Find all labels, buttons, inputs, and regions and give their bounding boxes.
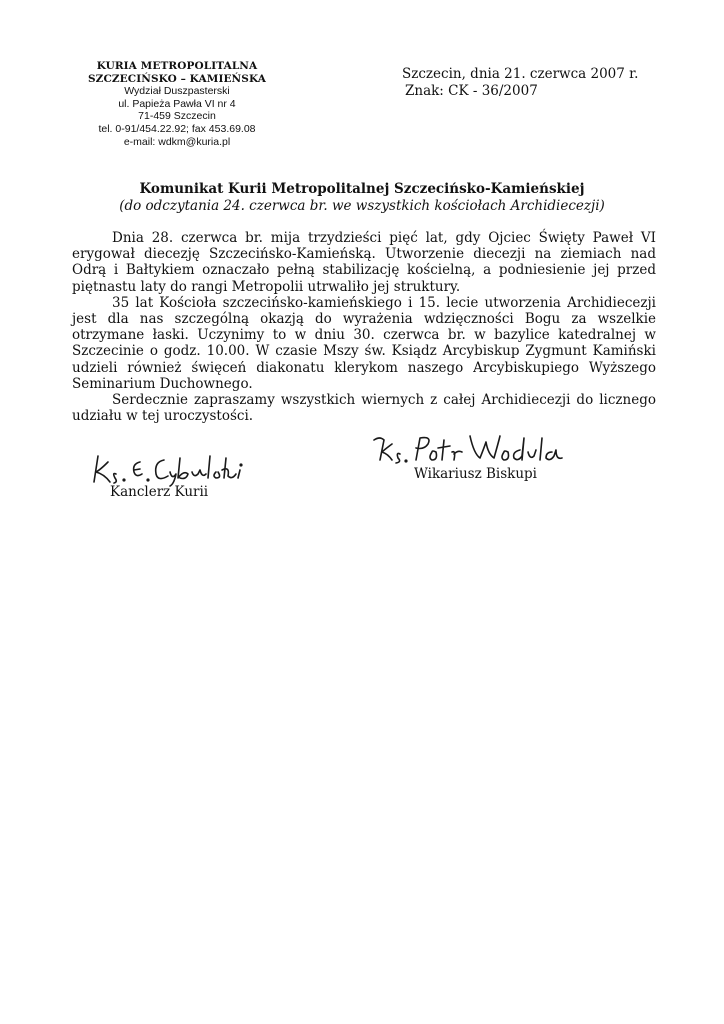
signature-block-chancellor — [88, 448, 248, 504]
document-heading — [72, 181, 652, 215]
email-address: e-mail: wdkm@kuria.pl — [123, 135, 231, 148]
paragraph: Dnia 28. czerwca br. mija trzydzieści pięć lat, gdy Ojciec Święty Paweł VI erygował diecezję Szczecińsko-Kamieńską. Utworzenie diecezji na ziemiach nad Odrą i Bałtykiem oznaczało pełną stabilizację kościelną, a podniesienie jej przed piętnastu laty do rangi Metropolii utrwaliło jej struktury. — [72, 230, 656, 295]
dateline — [402, 66, 638, 100]
letterhead — [72, 60, 282, 148]
signature-caption-chancellor: Kanclerz Kurii — [110, 484, 209, 500]
org-name-line2: SZCZECIŃSKO – KAMIEŃSKA — [88, 72, 266, 85]
org-name-line1: KURIA METROPOLITALNA — [96, 60, 258, 72]
reference-number: Znak: CK - 36/2007 — [405, 83, 538, 99]
phone-fax: tel. 0-91/454.22.92; fax 453.69.08 — [98, 122, 256, 135]
department-name: Wydział Duszpasterski — [124, 85, 230, 98]
place-date: Szczecin, dnia 21. czerwca 2007 r. — [402, 66, 639, 82]
paragraph: Serdecznie zapraszamy wszystkich wiernych z całej Archidiecezji do licznego udziału w tej uroczystości. — [72, 392, 656, 425]
handwritten-signature-chancellor — [88, 448, 248, 488]
handwritten-signature-vicar — [370, 430, 575, 466]
street-address: ul. Papieża Pawła VI nr 4 — [118, 97, 236, 110]
document-body — [72, 230, 656, 424]
paragraph: 35 lat Kościoła szczecińsko-kamieńskiego i 15. lecie utworzenia Archidiecezji jest dla nas szczególną okazją do wyrażenia wdzięczności Bogu za wszelkie otrzymane łaski. Uczynimy to w dniu 30. czerwca br. w bazylice katedralnej w Szczecinie o godz. 10.00. W czasie Mszy św. Ksiądz Arcybiskup Zygmunt Kamiński udzieli również święceń diakonatu klerykom naszego Arcybiskupiego Wyższego Seminarium Duchownego. — [72, 294, 656, 392]
city-address: 71-459 Szczecin — [138, 110, 216, 123]
signature-caption-vicar: Wikariusz Biskupi — [414, 466, 537, 482]
signature-block-vicar — [370, 430, 575, 484]
document-subtitle: (do odczytania 24. czerwca br. we wszystkich kościołach Archidiecezji) — [119, 198, 605, 214]
document-title: Komunikat Kurii Metropolitalnej Szczecińsko-Kamieńskiej — [139, 181, 585, 197]
